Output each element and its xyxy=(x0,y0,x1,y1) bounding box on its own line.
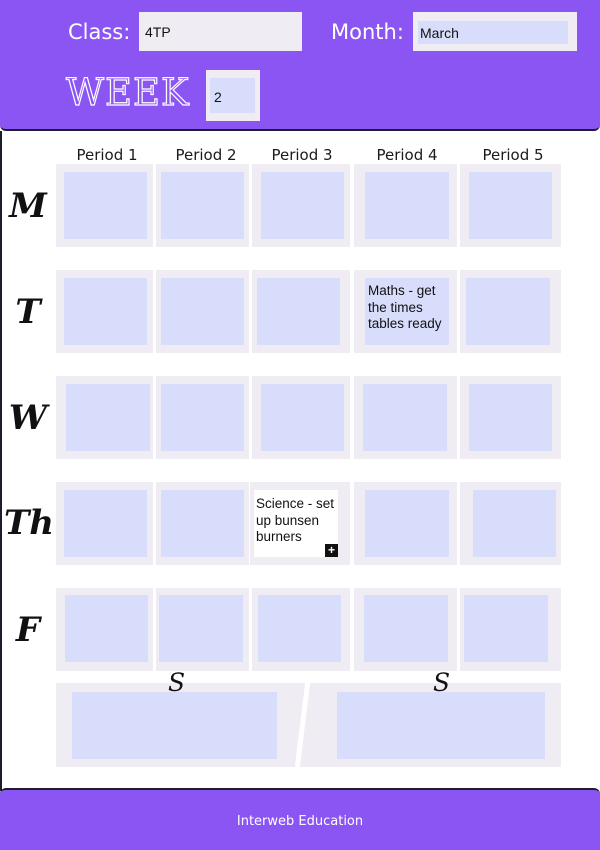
cell-fill xyxy=(159,595,243,662)
class-input[interactable] xyxy=(139,12,302,51)
cell-thursday-period-3[interactable] xyxy=(250,482,350,565)
cell-thursday-period-2[interactable] xyxy=(156,482,249,565)
cell-wednesday-period-1[interactable] xyxy=(56,376,153,459)
cell-fill xyxy=(261,172,344,239)
day-label-friday: F xyxy=(15,610,41,650)
cell-fill xyxy=(64,278,147,345)
cell-thursday-period-4[interactable] xyxy=(354,482,457,565)
day-label-monday: M xyxy=(9,186,47,226)
cell-fill xyxy=(66,384,150,451)
note-tuesday-period-4[interactable]: Maths - get the times tables ready xyxy=(368,283,442,331)
cell-fill xyxy=(161,490,244,557)
cell-tuesday-period-5[interactable] xyxy=(460,270,561,353)
cell-wednesday-period-5[interactable] xyxy=(460,376,561,459)
cell-fill xyxy=(161,384,244,451)
cell-fill xyxy=(257,278,340,345)
period-header-4: Period 4 xyxy=(376,146,438,164)
cell-monday-period-3[interactable] xyxy=(252,164,350,247)
cell-wednesday-period-2[interactable] xyxy=(156,376,249,459)
week-value: 2 xyxy=(214,89,222,105)
cell-fill xyxy=(64,172,147,239)
cell-fill xyxy=(466,278,550,345)
cell-friday-period-4[interactable] xyxy=(354,588,457,671)
cell-tuesday-period-4[interactable] xyxy=(354,270,457,353)
month-value: March xyxy=(420,25,459,41)
cell-monday-period-2[interactable] xyxy=(156,164,249,247)
cell-monday-period-4[interactable] xyxy=(354,164,457,247)
cell-fill xyxy=(365,172,449,239)
cell-monday-period-5[interactable] xyxy=(460,164,561,247)
cell-fill xyxy=(64,490,147,557)
cell-friday-period-5[interactable] xyxy=(460,588,561,671)
day-label-wednesday: W xyxy=(8,398,48,438)
week-title: WEEK xyxy=(66,71,190,114)
cell-fill xyxy=(65,595,148,662)
cell-monday-period-1[interactable] xyxy=(56,164,153,247)
cell-wednesday-period-4[interactable] xyxy=(354,376,457,459)
cell-sunday[interactable] xyxy=(337,692,545,759)
weekend-label-saturday: S xyxy=(168,668,186,697)
cell-tuesday-period-3[interactable] xyxy=(252,270,350,353)
day-label-tuesday: T xyxy=(15,292,41,332)
footer-brand: Interweb Education xyxy=(236,814,364,829)
cell-fill xyxy=(364,595,448,662)
week-input[interactable] xyxy=(206,70,260,121)
cell-fill xyxy=(261,384,344,451)
cell-tuesday-period-2[interactable] xyxy=(156,270,249,353)
cell-fill xyxy=(464,595,548,662)
cell-thursday-period-1[interactable] xyxy=(56,482,153,565)
page-border-left xyxy=(0,131,2,791)
note-thursday-period-3[interactable]: Science - set up bunsen burners xyxy=(256,496,335,544)
cell-fill xyxy=(365,490,449,557)
cell-friday-period-1[interactable] xyxy=(56,588,153,671)
month-label: Month: xyxy=(331,20,404,44)
cell-thursday-period-5[interactable] xyxy=(460,482,561,565)
cell-fill xyxy=(469,384,552,451)
period-header-2: Period 2 xyxy=(175,146,237,164)
footer-banner xyxy=(0,788,600,850)
period-header-1: Period 1 xyxy=(76,146,138,164)
cell-fill xyxy=(363,384,447,451)
cell-fill xyxy=(161,172,244,239)
cell-friday-period-2[interactable] xyxy=(156,588,249,671)
month-input[interactable] xyxy=(413,12,577,51)
cell-fill xyxy=(161,278,244,345)
cell-friday-period-3[interactable] xyxy=(252,588,350,671)
cell-wednesday-period-3[interactable] xyxy=(252,376,350,459)
cell-tuesday-period-1[interactable] xyxy=(56,270,153,353)
period-header-3: Period 3 xyxy=(271,146,333,164)
day-label-thursday: Th xyxy=(4,503,55,543)
class-value: 4TP xyxy=(145,24,171,40)
cell-fill xyxy=(469,172,552,239)
period-header-5: Period 5 xyxy=(482,146,544,164)
weekend-label-sunday: S xyxy=(433,668,451,697)
class-label: Class: xyxy=(68,20,131,44)
cell-fill xyxy=(258,595,341,662)
cell-fill xyxy=(473,490,556,557)
header-banner xyxy=(0,0,600,131)
cell-saturday[interactable] xyxy=(72,692,277,759)
plus-icon[interactable]: + xyxy=(325,544,338,557)
